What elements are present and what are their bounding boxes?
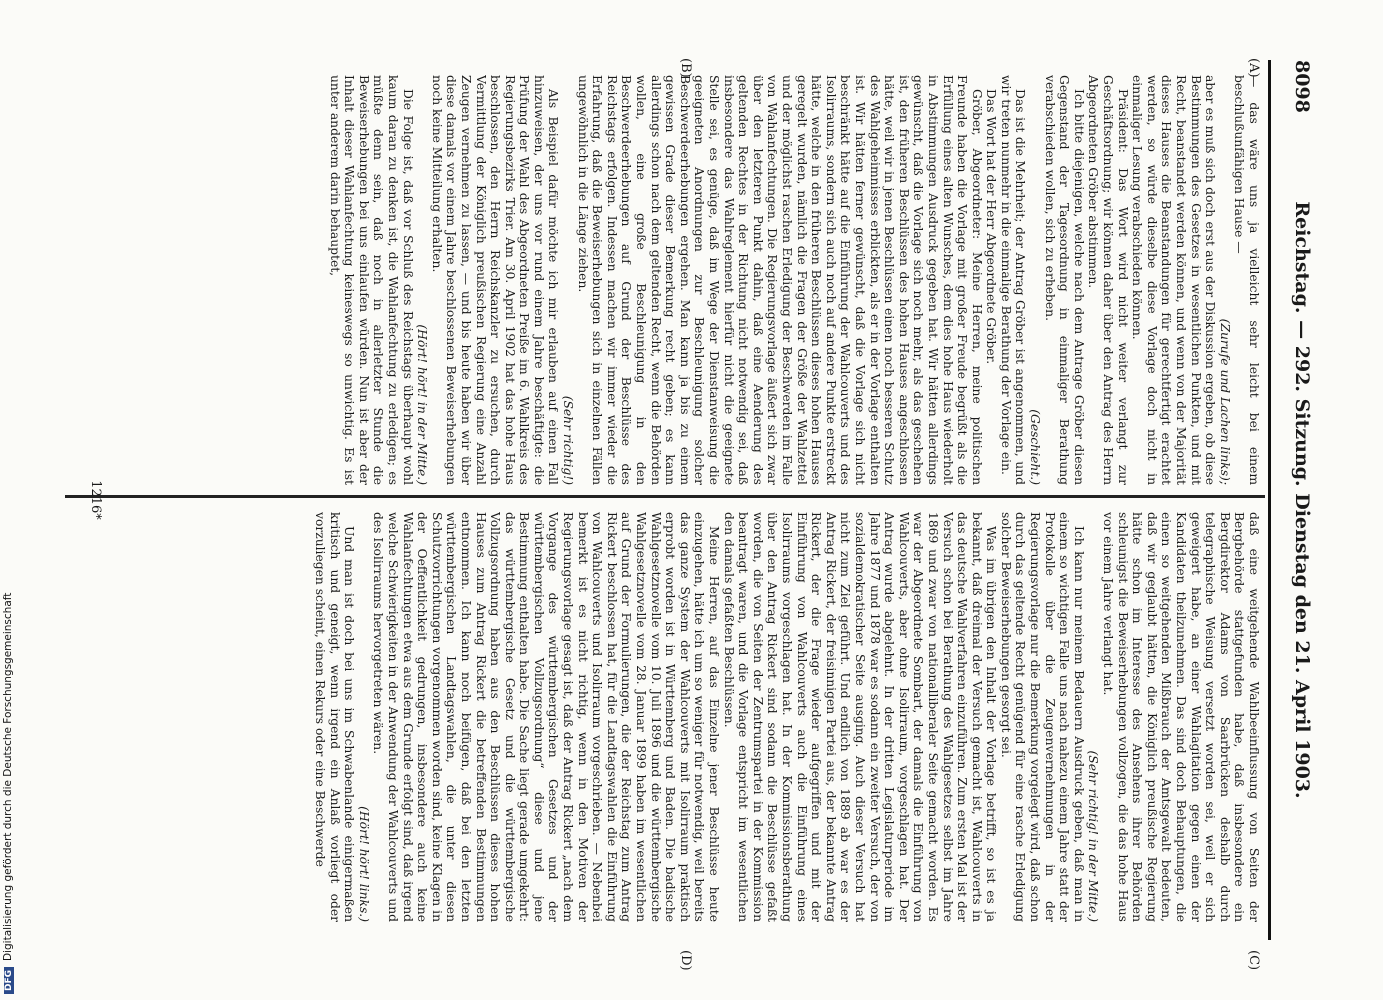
paragraph: aber es muß sich doch erst aus der Diskussion ergeben, ob diese Bestimmungen des Gesetzes in wesentlichen Punkten, und mit Recht, beanstandet werden können, und wenn von der Majorität dieses Hauses die Beanstandungen für gerechtfertigt erachtet werden, so würde dieselbe diese Vorlage doch nicht in einmaliger Lesung verabschieden können. <box>1130 75 1218 485</box>
paragraph: Die Folge ist, daß vor Schluß des Reichstags überhaupt wohl kaum daran zu denken ist, die Wahlanfechtung zu erledigen; es müßte denn sein, daß noch in allerletzter Stunde die Beweiserhebungen bei uns einlaufen würden. Nun ist aber der Inhalt dieser Wahlanfechtung keineswegs so unwichtig. Es ist unter anderem darin behauptet, <box>327 75 415 485</box>
paragraph: Was im übrigen den Inhalt der Vorlage betrifft, so ist es ja bekannt, daß dreimal der Versuch gemacht ist, Wahlcouverts in das deutsche Wahlverfahren einzuführen. Zum ersten Mal ist der Versuch schon bei Berathung des Wahlgesetzes selbst im Jahre 1869 und zwar von nationalliberaler Seite gemacht worden. Es war der Abgeordnete Sombart, der damals die Einführung von Wahlcouverts, aber ohne Isolirraum, vorgeschlagen hat. Der Antrag wurde abgelehnt. In der dritten Legislaturperiode im Jahre 1877 und 1878 war es sodann ein zweiter Versuch, der von sozialdemokratischer Seite ausging. Auch dieser Versuch hat nicht zum Ziel geführt. Und endlich von 1889 ab war es der Antrag Rickert, der freisinnigen Partei aus, der bekannte Antrag Rickert, der die Frage wieder aufgegriffen und mit der Einführung von Wahlcouverts auch die Einführung eines Isolirraums vorgeschlagen hat. In der Kommissionsberathung über den Antrag Rickert sind sodann die Beschlüsse gefaßt worden, die von Seiten der Zentrumspartei in der Kommission beantragt waren, und die Vorlage entspricht im wesentlichen den damals gefaßten Beschlüssen. <box>721 512 999 922</box>
interjection: (Geschieht.) <box>1028 409 1043 485</box>
interjection: (Hört! hört! links.) <box>356 806 371 922</box>
margin-marker-d: (D) <box>678 950 693 971</box>
margin-marker-a: (A) <box>1246 58 1261 78</box>
running-title: Reichstag. — 292. Sitzung. Dienstag den 21. April 1903. <box>1291 201 1313 799</box>
paragraph: Und man ist doch bei uns im Schwabenlande einigermaßen kritisch und geneigt, wenn irgend ein Anlaß vorliegt oder vorzuliegen scheint, einen Rekurs oder eine Beschwerde <box>313 512 357 922</box>
credit-text: Digitalisierung gefördert durch die Deutsche Forschungsgemeinschaft <box>2 592 14 961</box>
dfg-logo: DFG <box>4 967 14 994</box>
interjection: (Sehr richtig! in der Mitte.) <box>1086 750 1101 922</box>
digitization-credit <box>2 0 18 994</box>
paragraph: Das ist die Mehrheit; der Antrag Gröber ist angenommen, und wir treten nunmehr in die einmalige Berathung der Vorlage ein. <box>998 75 1028 485</box>
interjection: (Hört! hört! in der Mitte.) <box>415 324 430 485</box>
margin-marker-b: (B) <box>678 58 693 78</box>
paragraph: — das wäre uns ja vielleicht sehr leicht bei einem beschlußunfähigen Hause — <box>1232 75 1261 485</box>
page-header <box>1273 60 1313 940</box>
interjection: (Sehr richtig!) <box>561 395 576 485</box>
paragraph: Meine Herren, auf das Einzelne jener Beschlüsse heute einzugehen, hätte ich um so weniger für notwendig, weil bereits das ganze System der Wahlcouverts mit Isolirraum praktisch erprobt worden ist in Württemberg und Baden. Die badische Wahlgesetznovelle vom 10. Juli 1896 und die württembergische Wahlgesetznovelle vom 28. Januar 1899 haben im wesentlichen auf Grund der Formulierungen, die der Reichstag zum Antrag Rickert beschlossen hat, für die Landtagswahlen die Einführung von Wahlcouverts und Isolirraum vorgeschrieben. — Nebenbei bemerkt ist es nicht richtig, wenn in den Motiven der Regierungsvorlage gesagt ist, daß der Antrag Rickert „nach dem Vorgange des württembergischen Gesetzes und der württembergischen Vollzugsordnung“ diese und jene Bestimmung enthalten habe. Die Sache liegt gerade umgekehrt: das württembergische Gesetz und die württembergische Vollzugsordnung haben aus den Beschlüssen dieses hohen Hauses zum Antrag Rickert die betreffenden Bestimmungen entnommen. Ich kann noch beifügen, daß bei den letzten württembergischen Landtagswahlen, die unter diesen Schutzvorrichtungen vorgenommen worden sind, keine Klagen in der Oeffentlichkeit gedrungen, insbesondere auch keine Wahlanfechtungen etwa aus dem Grunde erfolgt sind, daß irgend welche Schwierigkeiten in der Anwendung der Wahlcouverts und des Isolirraums hervorgetreten wären. <box>371 512 722 922</box>
interjection: (Zurufe und Lachen links); <box>1217 318 1232 485</box>
margin-marker-c: (C) <box>1246 950 1261 971</box>
paragraph: Ich bitte diejenigen, welche nach dem Antrage Gröber diesen Gegenstand der Tagesordnung in einmaliger Berathung verabschieden wollen, sich zu erheben. <box>1042 75 1086 485</box>
paragraph: Ich kann nur meinem Bedauern Ausdruck geben, daß man in einem so wichtigen Falle uns nach nahezu einem Jahre statt der Protokolle über die Zeugenvernehmungen in der Regierungsvorlage nur die Bemerkung vorgelegt wird, daß schon durch das geltende Recht genügend für eine rasche Erledigung solcher Beweiserhebungen gesorgt sei. <box>998 512 1086 922</box>
paragraph: Präsident: Das Wort wird nicht weiter verlangt zur Geschäftsordnung; wir können daher über den Antrag des Herrn Abgeordneten Gröber abstimmen. <box>1086 75 1130 485</box>
paragraph: Das Wort hat der Herr Abgeordnete Gröber. <box>984 89 999 365</box>
right-text-column <box>71 512 1261 922</box>
paragraph: daß eine weitgehende Wahlbeeinflussung von Seiten der Bergbehörde stattgefunden habe, daß insbesondere ein Bergdirektor Adams von Saarbrücken deshalb durch telegraphische Weisung versetzt worden sei, weil er sich geweigert habe, an einer Wahlagitation gegen einen der Kandidaten theilzunehmen. Das sind doch Behauptungen, die einen so weitgehenden Mißbrauch der Amtsgewalt bedeuten, daß wir geglaubt hätten, die Königlich preußische Regierung hätte schon im Interesse des Ansehens ihrer Behörden schleunigst die Beweiserhebungen vollzogen, die das hohe Haus vor einem Jahre verlangt hat. <box>1101 512 1261 922</box>
paragraph: Als Beispiel dafür möchte ich mir erlauben auf einen Fall hinzuweisen, der uns vor rund einem Jahre beschäftigte: die Prüfung der Wahl des Abgeordneten Preiße im 6. Wahlkreis des Regierungsbezirks Trier. Am 30. April 1902 hat das hohe Haus beschlossen, den Herrn Reichskanzler zu ersuchen, durch Vermittlung der Königlich preußischen Regierung eine Anzahl Zeugen vernehmen zu lassen, — und bis heute haben wir über diese damals vor einem Jahre beschlossenen Beweiserhebungen noch keine Mitteilung erhalten. <box>429 75 561 485</box>
paragraph: Gröber, Abgeordneter: Meine Herren, meine politischen Freunde haben die Vorlage mit großer Freude begrüßt als die Erfüllung eines alten Wunsches, dem dies hohe Haus wiederholt in Abstimmungen Ausdruck gegeben hat. Wir hätten allerdings gewünscht, daß die Vorlage sich noch mehr, als das geschehen ist, den früheren Beschlüssen des hohen Hauses angeschlossen hätte, weil wir in jenen Beschlüssen einen noch besseren Schutz des Wahlgeheimnisses erblickten, als er in der Vorlage enthalten ist. Wir hätten ferner gewünscht, daß die Vorlage sich nicht beschränkt hätte auf die Einführung der Wahlcouverts und des Isolirraums, sondern sich auch noch auf andere Punkte erstreckt hätte, welche in den früheren Beschlüssen dieses hohen Hauses geregelt wurden, nämlich die Fragen der Größe der Wahlzettel und der möglichst raschen Erledigung der Beschwerden im Falle von Wahlanfechtungen. Die Regierungsvorlage äußert sich zwar über den letzteren Punkt dahin, daß eine Aenderung des geltenden Rechtes in der Richtung nicht notwendig sei, daß insbesondere das Wahlreglement hierfür nicht die geeignete Stelle sei, es genüge, daß im Wege der Dienstanweisung die geeigneten Anordnungen zur Beschleunigung solcher Beschwerdeerhebungen ergehen. Man kann ja bis zu einem gewissen Grade dieser Bemerkung recht geben; es kann allerdings schon nach dem geltenden Recht, wenn die Behörden wollen, eine große Beschleunigung in den Beschwerdeerhebungen auf Grund der Beschlüsse des Reichstags erfolgen. Indessen machen wir immer wieder die Erfahrung, daß die Beweiserhebungen sich in einzelnen Fällen ungewöhnlich in die Länge ziehen. <box>575 75 984 485</box>
column-divider <box>65 495 1265 498</box>
signature-mark: 1216* <box>88 480 103 520</box>
header-rule <box>1268 60 1271 940</box>
left-text-column <box>71 75 1261 485</box>
page-number-left: 8098 <box>1291 60 1313 113</box>
